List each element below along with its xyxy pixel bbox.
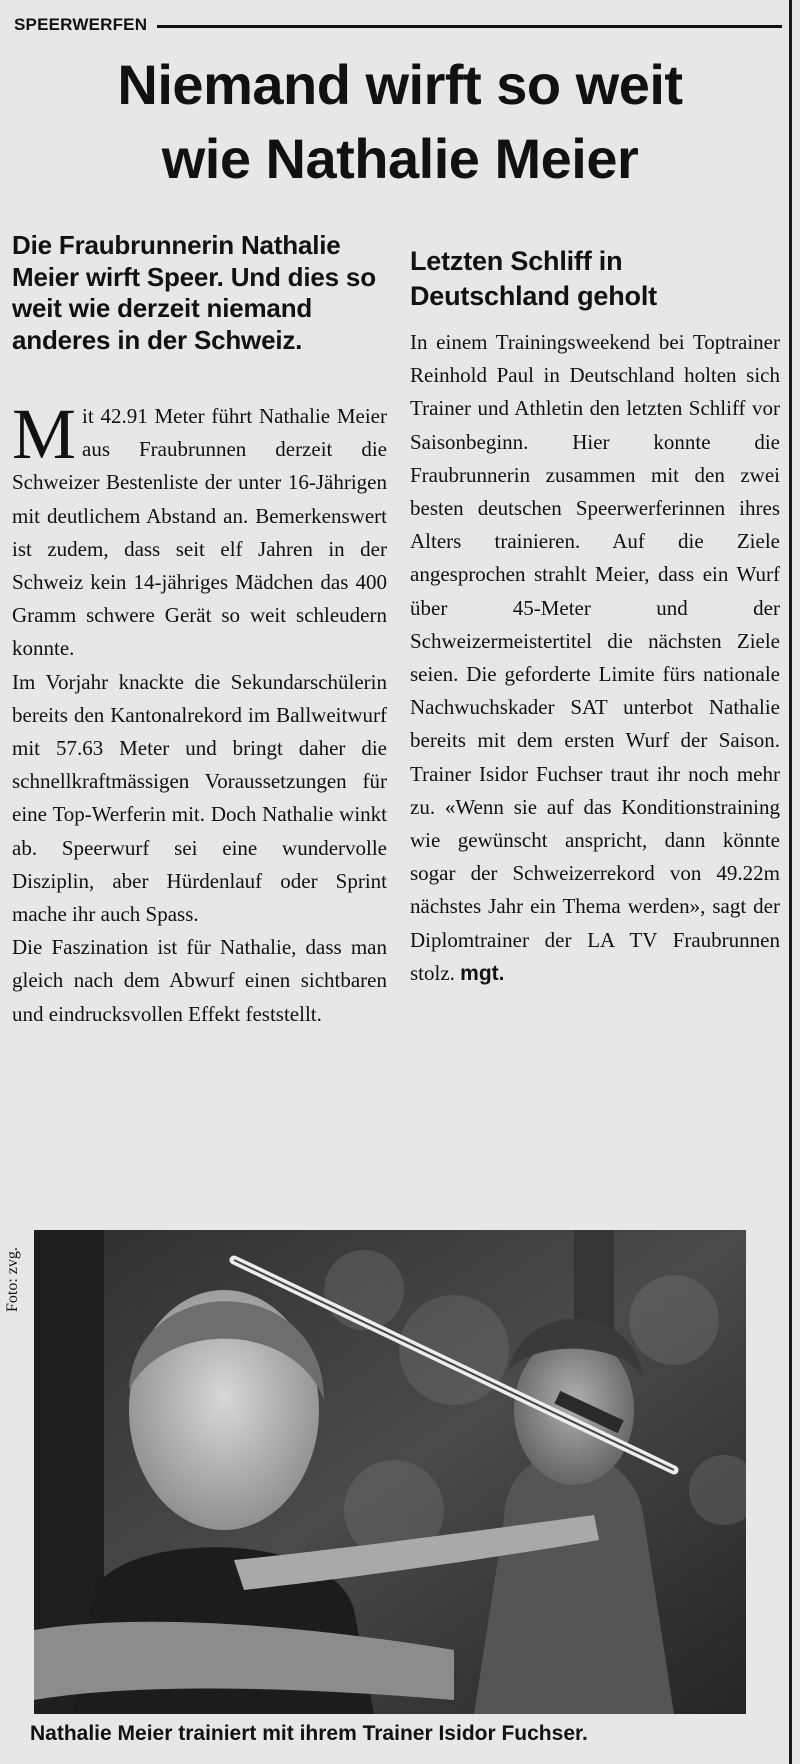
page-edge-line — [789, 0, 792, 1764]
section-header — [14, 14, 782, 36]
author-signature: mgt. — [460, 961, 505, 985]
column-left — [12, 230, 387, 1031]
article-photo — [34, 1230, 746, 1714]
paragraph-4-text: In einem Trainingsweekend bei Toptrainer Reinhold Paul in Deutschland holten sich Trainer und Athletin den letzten Schliff vor Saisonbeginn. Hier konnte die Fraubrunnerin zusammen mit den zwei besten deutschen Speerwerferinnen ihres Alters trainieren. Auf die Ziele angesprochen strahlt Meier, dass ein Wurf über 45-Meter und der Schweizermeistertitel die nächsten Ziele seien. Die geforderte Limite fürs nationale Nachwuchskader SAT unterbot Nathalie bereits mit dem ersten Wurf der Saison. Trainer Isidor Fuchser traut ihr noch mehr zu. «Wenn sie auf das Konditionstraining wie gewünscht anspricht, dann könnte sogar der Schweizerrekord von 49.22m nächstes Jahr ein Thema werden», sagt der Diplomtrainer der LA TV Fraubrunnen stolz. — [410, 330, 780, 985]
column-right — [410, 230, 780, 990]
body-paragraph-3: Die Faszination ist für Nathalie, dass man gleich nach dem Abwurf einen sichtbaren und eindrucksvollen Effekt feststellt. — [12, 935, 387, 1026]
headline-line-2: wie Nathalie Meier — [161, 127, 639, 190]
section-rubric: SPEERWERFEN — [14, 15, 148, 34]
article-subhead: Letzten Schliff in Deutschland geholt — [410, 246, 657, 311]
photo-credit — [4, 1240, 30, 1330]
photo-caption: Nathalie Meier trainiert mit ihrem Trainer Isidor Fuchser. — [30, 1722, 588, 1745]
photo-credit-text: Foto: zvg. — [4, 1247, 21, 1312]
drop-cap: M — [12, 394, 77, 474]
paragraph-1-text: it 42.91 Meter führt Nathalie Meier aus Fraubrunnen derzeit die Schweizer Bestenliste der unter 16-Jährigen mit deutlichem Abstand an. Bemerkenswert ist zudem, dass seit elf Jahren in der Schweiz kein 14-jähriges Mädchen das 400 Gramm schwere Gerät so weit schleudern konnte. — [12, 404, 387, 661]
article-lead: Die Fraubrunnerin Nathalie Meier wirft Speer. Und dies so weit wie derzeit niemand anderes in der Schweiz. — [12, 230, 376, 355]
photo-illustration — [34, 1230, 746, 1714]
article-headline — [20, 48, 780, 196]
body-paragraph-1 — [12, 394, 387, 666]
headline-line-1: Niemand wirft so weit — [117, 53, 683, 116]
body-paragraph-4 — [410, 326, 780, 990]
body-paragraph-2: Im Vorjahr knackte die Sekundarschülerin bereits den Kantonalrekord im Ballweitwurf mit 57.63 Meter und bringt daher die schnellkraftmässigen Voraussetzungen für eine Top-Werferin mit. Doch Nathalie winkt ab. Speerwurf sei eine wundervolle Disziplin, aber Hürdenlauf oder Sprint mache ihr auch Spass. — [12, 669, 387, 927]
rubric-rule — [157, 25, 782, 28]
